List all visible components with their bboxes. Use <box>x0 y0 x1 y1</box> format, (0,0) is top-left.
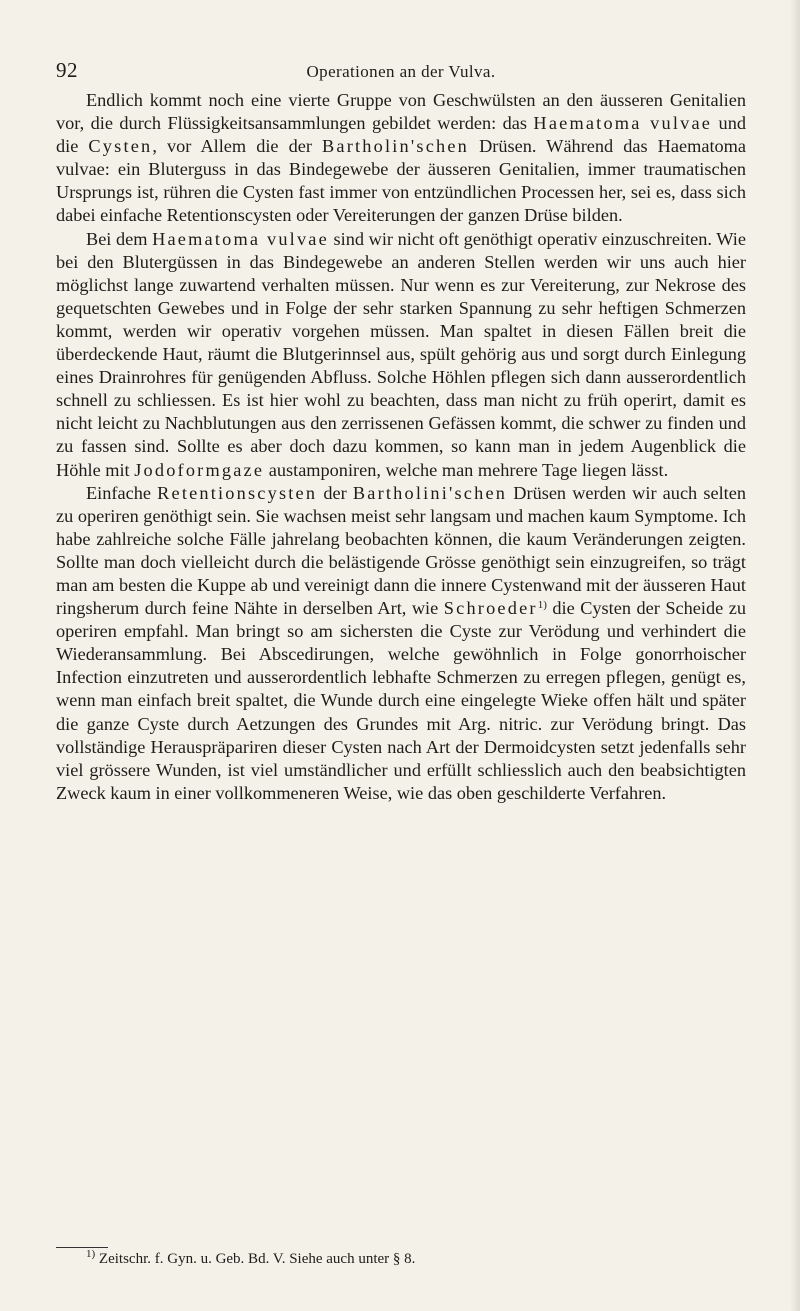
text-run: Einfache <box>86 482 158 503</box>
footnote-reference: 1) <box>537 599 547 612</box>
running-head: Operationen an der Vulva. <box>306 62 496 81</box>
spaced-term: Jodoformgaze <box>134 459 265 480</box>
text-run: Drüsen. Während das Haematoma vulvae: ein Bluterguss in das Bindegewebe der äusseren Genitalien, immer traumatischen Ursprungs ist, rühren die Cysten fast immer von entzündlichen Processen her, sei es, dass sich dabei einfache Retentionscysten oder Vereiterungen der ganzen Drüse bilden. <box>56 136 746 226</box>
page-edge-shadow <box>790 0 800 1311</box>
footnote <box>86 1250 746 1268</box>
text-run: die Cysten der Scheide zu operiren empfahl. Man bringt so am sichersten die Cyste zur Verödung und verhindert die Wiederansammlung. Bei Abscedirungen, welche gewöhnlich in Folge gonorrhoischer Infection einzutreten und ausserordentlich lebhafte Schmerzen zu erregen pflegen, genügt es, wenn man einfach breit spaltet, die Wunde durch eine eingelegte Wieke offen hält und später die ganze Cyste durch Aetzungen des Grundes mit Arg. nitric. zur Verödung bringt. Das vollständige Herauspräpariren dieser Cysten nach Art der Dermoidcysten setzt jedenfalls sehr viel grössere Wunden, ist viel umständlicher und erfüllt schliesslich auch den beabsichtigten Zweck kaum in einer vollkommeneren Weise, wie das oben geschilderte Verfahren. <box>56 598 746 803</box>
footnote-divider <box>56 1247 108 1248</box>
spaced-term: Retentionscysten <box>157 482 318 503</box>
paragraph-retention-cysts <box>56 482 746 805</box>
text-run: und die <box>56 113 746 157</box>
text-run: Endlich kommt noch eine vierte Gruppe von Geschwülsten an den äusseren Genitalien vor, die durch Flüssigkeitsansammlungen gebildet werden: das <box>56 90 746 134</box>
text-run: Bei dem <box>86 228 153 249</box>
text-run: austamponiren, welche man mehrere Tage liegen lässt. <box>264 459 669 480</box>
body-text <box>56 89 746 805</box>
page-number: 92 <box>56 58 78 82</box>
text-run: , vor Allem die der <box>152 136 323 157</box>
page-header <box>56 58 746 88</box>
paragraph-haematoma-treatment <box>56 228 746 482</box>
spaced-term: Cysten <box>88 136 153 157</box>
footnote-text: Zeitschr. f. Gyn. u. Geb. Bd. V. Siehe auch unter § 8. <box>95 1251 416 1267</box>
spaced-term: Haematoma vulvae <box>152 228 329 249</box>
text-run: der <box>317 482 353 503</box>
paragraph-haematoma-intro <box>56 89 746 228</box>
spaced-term: Bartholin'schen <box>322 136 470 157</box>
text-run: Drüsen werden wir auch selten zu operiren genöthigt sein. Sie wachsen meist sehr langsam und machen kaum Symptome. Ich habe zahlreiche solche Fälle jahrelang beobachten können, die kaum Veränderungen zeigten. Sollte man doch vielleicht durch die belästigende Grösse genöthigt sein einzugreifen, so trägt man am besten die Kuppe ab und vereinigt dann die innere Cystenwand mit der äusseren Haut ringsherum durch feine Nähte in derselben Art, wie <box>56 482 746 619</box>
text-run: sind wir nicht oft genöthigt operativ einzuschreiten. Wie bei den Blutergüssen in das Bindegewebe an anderen Stellen werden wir uns auch hier möglichst lange zuwartend verhalten müssen. Nur wenn es zur Vereiterung, zur Nekrose des gequetschten Gewebes und in Folge der sehr starken Spannung zu sehr heftigen Schmerzen kommt, werden wir operativ vorgehen müssen. Man spaltet in diesen Fällen breit die überdeckende Haut, räumt die Blutgerinnsel aus, spült gehörig aus und sorgt durch Einlegung eines Drainrohres für genügenden Abfluss. Solche Höhlen pflegen sich dann ausserordentlich schnell zu schliessen. Es ist hier wohl zu beachten, dass man nicht zu früh operirt, damit es nicht leicht zu Nachblutungen aus den zerrissenen Gefässen kommt, die schwer zu finden und zu fassen sind. Sollte es aber doch dazu kommen, so kann man in jedem Augenblick die Höhle mit <box>56 228 746 480</box>
spaced-term: Haematoma vulvae <box>533 113 713 134</box>
footnote-marker: 1) <box>86 1248 96 1260</box>
spaced-term: Bartholini'schen <box>352 482 508 503</box>
spaced-term: Schroeder <box>443 598 538 619</box>
